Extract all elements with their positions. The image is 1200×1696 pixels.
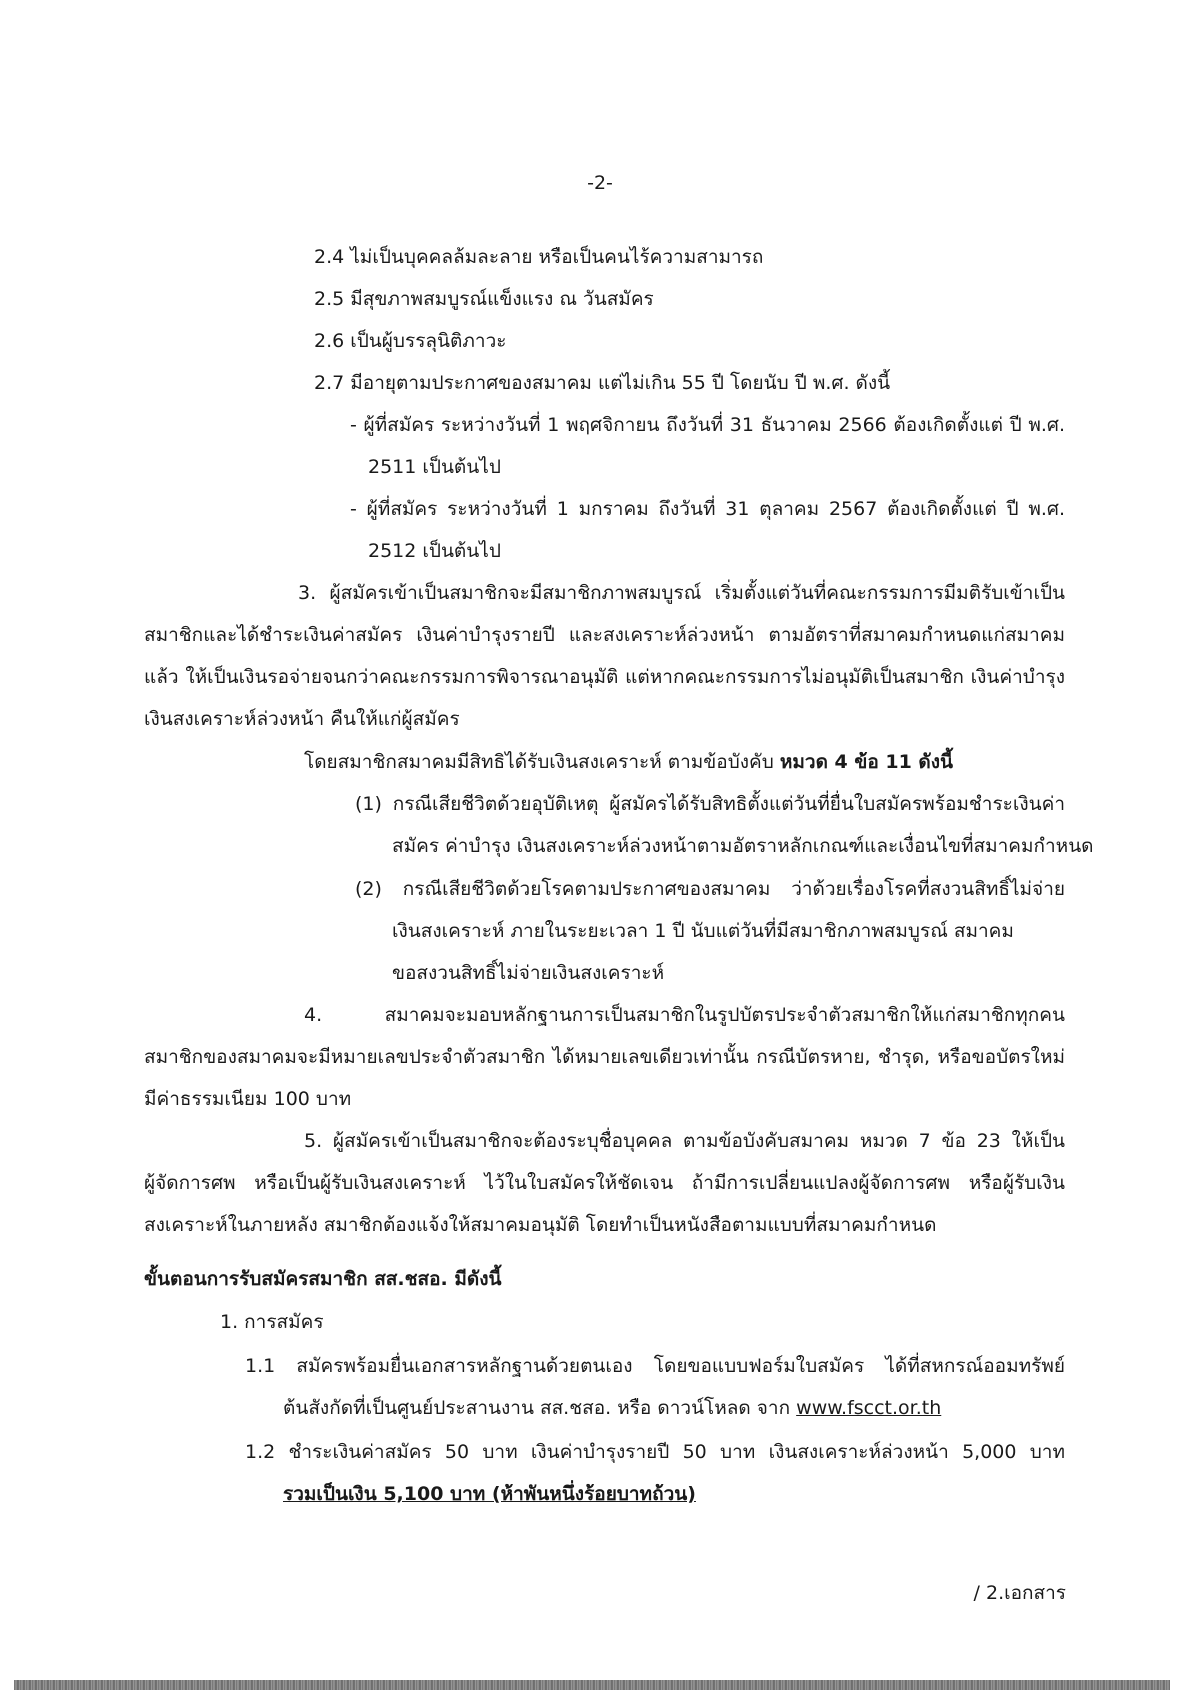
date-rule-1-line-2: 2511 เป็นต้นไป bbox=[368, 456, 501, 478]
para-3-line-1: 3. ผู้สมัครเข้าเป็นสมาชิกจะมีสมาชิกภาพสมบูรณ์ เริ่มตั้งแต่วันที่คณะกรรมการมีมติรับเข้าเป็น bbox=[298, 582, 1065, 604]
step-1-1-line-2 bbox=[283, 1394, 941, 1422]
para-3-line-4: เงินสงเคราะห์ล่วงหน้า คืนให้แก่ผู้สมัคร bbox=[144, 708, 460, 730]
item-2-7: 2.7 มีอายุตามประกาศของสมาคม แต่ไม่เกิน 55 ปี โดยนับ ปี พ.ศ. ดังนี้ bbox=[314, 372, 891, 394]
item-2-4: 2.4 ไม่เป็นบุคคลล้มละลาย หรือเป็นคนไร้ความสามารถ bbox=[314, 246, 764, 268]
para-4-line-2: สมาชิกของสมาคมจะมีหมายเลขประจำตัวสมาชิก ได้หมายเลขเดียวเท่านั้น กรณีบัตรหาย, ชำรุด, หรือขอบัตรใหม่ bbox=[144, 1046, 1065, 1068]
step-1-1-prefix: ต้นสังกัดที่เป็นศูนย์ประสานงาน สส.ชสอ. หรือ ดาวน์โหลด จาก bbox=[283, 1397, 797, 1419]
step-1-1-line-1: 1.1 สมัครพร้อมยื่นเอกสารหลักฐานด้วยตนเอง โดยขอแบบฟอร์มใบสมัคร ได้ที่สหกรณ์ออมทรัพย์ bbox=[245, 1355, 1065, 1377]
page-number: -2- bbox=[587, 172, 613, 194]
para-4-line-3: มีค่าธรรมเนียม 100 บาท bbox=[144, 1088, 352, 1110]
date-rule-2-line-1: - ผู้ที่สมัคร ระหว่างวันที่ 1 มกราคม ถึงวันที่ 31 ตุลาคม 2567 ต้องเกิดตั้งแต่ ปี พ.ศ. bbox=[350, 498, 1065, 520]
procedure-subheading: 1. การสมัคร bbox=[220, 1311, 324, 1333]
procedure-heading: ขั้นตอนการรับสมัครสมาชิก สส.ชสอ. มีดังนี้ bbox=[144, 1268, 502, 1290]
footer-reference: / 2.เอกสาร bbox=[973, 1582, 1066, 1604]
step-1-2-line-1: 1.2 ชำระเงินค่าสมัคร 50 บาท เงินค่าบำรุงรายปี 50 บาท เงินสงเคราะห์ล่วงหน้า 5,000 บาท bbox=[245, 1441, 1065, 1463]
rights-line bbox=[304, 748, 953, 776]
para-5-line-2: ผู้จัดการศพ หรือเป็นผู้รับเงินสงเคราะห์ ไว้ในใบสมัครให้ชัดเจน ถ้ามีการเปลี่ยนแปลงผู้จัดการศพ หรือผู้รับเงิน bbox=[144, 1172, 1065, 1194]
case-1-line-1: (1) กรณีเสียชีวิตด้วยอุบัติเหตุ ผู้สมัครได้รับสิทธิตั้งแต่วันที่ยื่นใบสมัครพร้อมชำระเงินค่า bbox=[355, 793, 1065, 815]
para-5-line-3: สงเคราะห์ในภายหลัง สมาชิกต้องแจ้งให้สมาคมอนุมัติ โดยทำเป็นหนังสือตามแบบที่สมาคมกำหนด bbox=[144, 1214, 937, 1236]
case-1-line-2: สมัคร ค่าบำรุง เงินสงเคราะห์ล่วงหน้าตามอัตราหลักเกณฑ์และเงื่อนไขที่สมาคมกำหนด bbox=[392, 835, 1094, 857]
rights-prefix: โดยสมาชิกสมาคมมีสิทธิได้รับเงินสงเคราะห์ ตามข้อบังคับ bbox=[304, 751, 780, 773]
item-2-6: 2.6 เป็นผู้บรรลุนิติภาวะ bbox=[314, 330, 507, 352]
date-rule-1-line-1: - ผู้ที่สมัคร ระหว่างวันที่ 1 พฤศจิกายน ถึงวันที่ 31 ธันวาคม 2566 ต้องเกิดตั้งแต่ ปี พ.ศ. bbox=[350, 414, 1065, 436]
item-2-5: 2.5 มีสุขภาพสมบูรณ์แข็งแรง ณ วันสมัคร bbox=[314, 288, 654, 310]
case-2-line-1: (2) กรณีเสียชีวิตด้วยโรคตามประกาศของสมาคม ว่าด้วยเรื่องโรคที่สงวนสิทธิ์ไม่จ่าย bbox=[355, 878, 1065, 900]
case-2-line-3: ขอสงวนสิทธิ์ไม่จ่ายเงินสงเคราะห์ bbox=[392, 962, 665, 984]
rights-bold: หมวด 4 ข้อ 11 ดังนี้ bbox=[779, 751, 954, 773]
para-3-line-3: แล้ว ให้เป็นเงินรอจ่ายจนกว่าคณะกรรมการพิจารณาอนุมัติ แต่หากคณะกรรมการไม่อนุมัติเป็นสมาชิก เงินค่าบำรุง bbox=[144, 666, 1065, 688]
scan-edge-bar bbox=[14, 1680, 1170, 1690]
para-3-line-2: สมาชิกและได้ชำระเงินค่าสมัคร เงินค่าบำรุงรายปี และสงเคราะห์ล่วงหน้า ตามอัตราที่สมาคมกำหนดแก่สมาคม bbox=[144, 624, 1065, 646]
para-4-line-1: 4. สมาคมจะมอบหลักฐานการเป็นสมาชิกในรูปบัตรประจำตัวสมาชิกให้แก่สมาชิกทุกคน bbox=[304, 1004, 1065, 1026]
website-link[interactable]: www.fscct.or.th bbox=[796, 1397, 942, 1419]
total-amount: รวมเป็นเงิน 5,100 บาท (ห้าพันหนึ่งร้อยบาทถ้วน) bbox=[283, 1483, 696, 1505]
case-2-line-2: เงินสงเคราะห์ ภายในระยะเวลา 1 ปี นับแต่วันที่มีสมาชิกภาพสมบูรณ์ สมาคม bbox=[392, 920, 1014, 942]
date-rule-2-line-2: 2512 เป็นต้นไป bbox=[368, 540, 501, 562]
para-5-line-1: 5. ผู้สมัครเข้าเป็นสมาชิกจะต้องระบุชื่อบุคคล ตามข้อบังคับสมาคม หมวด 7 ข้อ 23 ให้เป็น bbox=[304, 1130, 1065, 1152]
